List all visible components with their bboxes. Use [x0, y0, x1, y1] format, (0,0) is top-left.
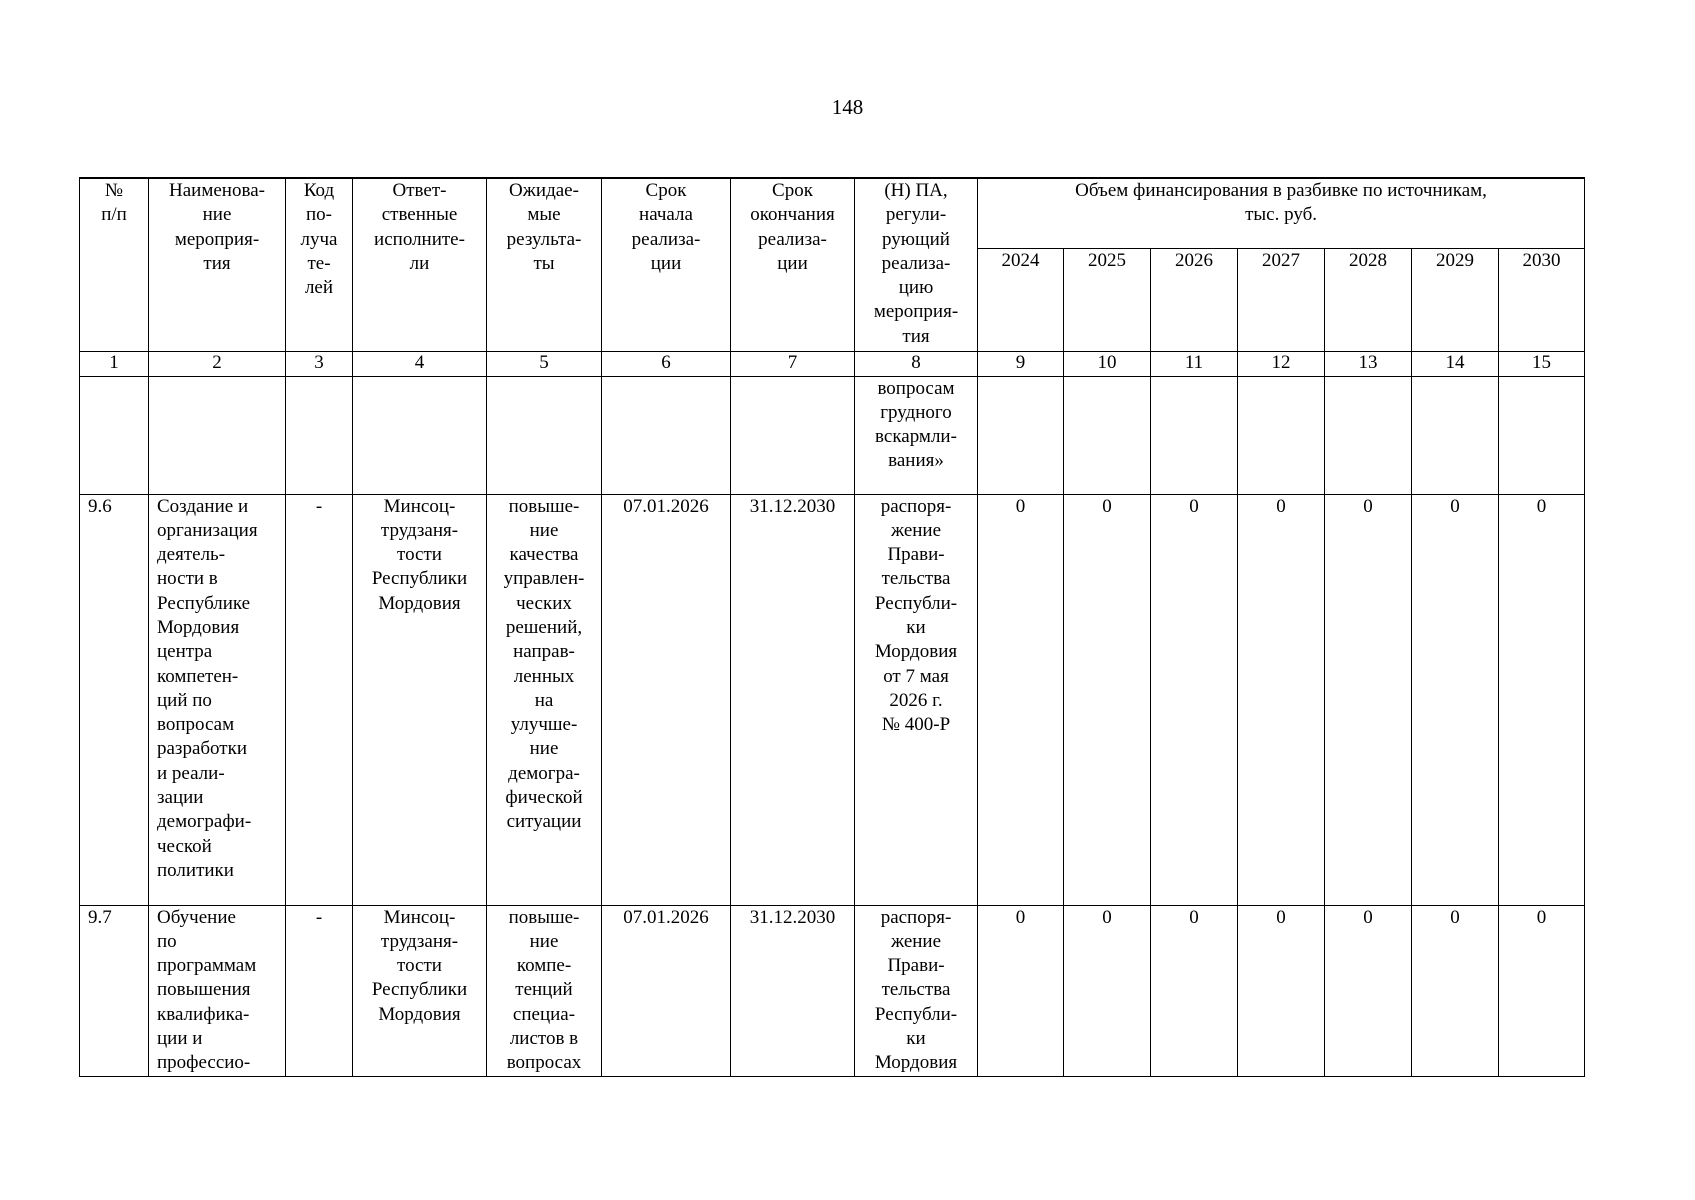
row-value-2026 — [1151, 376, 1238, 494]
header-year-2030: 2030 — [1499, 248, 1585, 351]
header-year-2024: 2024 — [978, 248, 1064, 351]
column-number: 10 — [1064, 351, 1151, 376]
row-value-2024: 0 — [978, 494, 1064, 905]
row-value-2028: 0 — [1325, 905, 1412, 1076]
table-row — [80, 376, 1585, 494]
header-num: № п/п — [80, 178, 149, 351]
column-number: 15 — [1499, 351, 1585, 376]
header-code: Код по- луча те- лей — [286, 178, 353, 351]
header-results: Ожидае- мые результа- ты — [487, 178, 602, 351]
row-code — [286, 376, 353, 494]
row-value-2030 — [1499, 376, 1585, 494]
column-number: 6 — [602, 351, 731, 376]
row-value-2028 — [1325, 376, 1412, 494]
page-number: 148 — [831, 95, 864, 119]
header-year-2027: 2027 — [1238, 248, 1325, 351]
row-value-2026: 0 — [1151, 494, 1238, 905]
row-value-2029 — [1412, 376, 1499, 494]
column-number: 3 — [286, 351, 353, 376]
row-num: 9.6 — [80, 494, 149, 905]
column-number: 9 — [978, 351, 1064, 376]
column-number: 11 — [1151, 351, 1238, 376]
row-start — [602, 376, 731, 494]
row-results — [487, 376, 602, 494]
row-value-2028: 0 — [1325, 494, 1412, 905]
column-number: 14 — [1412, 351, 1499, 376]
row-value-2030: 0 — [1499, 494, 1585, 905]
row-value-2027: 0 — [1238, 494, 1325, 905]
row-npa: распоря- жение Прави- тельства Республи- ки Мордовия — [855, 905, 978, 1076]
row-end: 31.12.2030 — [731, 494, 855, 905]
column-number-row — [80, 351, 1585, 376]
row-num — [80, 376, 149, 494]
header-name: Наименова- ние мероприя- тия — [149, 178, 286, 351]
header-year-2029: 2029 — [1412, 248, 1499, 351]
row-end: 31.12.2030 — [731, 905, 855, 1076]
row-value-2025: 0 — [1064, 494, 1151, 905]
row-value-2025 — [1064, 376, 1151, 494]
row-value-2024: 0 — [978, 905, 1064, 1076]
row-value-2026: 0 — [1151, 905, 1238, 1076]
row-name — [149, 376, 286, 494]
header-year-2028: 2028 — [1325, 248, 1412, 351]
row-start: 07.01.2026 — [602, 494, 731, 905]
header-end: Срок окончания реализа- ции — [731, 178, 855, 351]
header-year-2025: 2025 — [1064, 248, 1151, 351]
row-results: повыше- ние компе- тенций специа- листов в вопросах — [487, 905, 602, 1076]
column-number: 5 — [487, 351, 602, 376]
column-number: 4 — [353, 351, 487, 376]
column-number: 12 — [1238, 351, 1325, 376]
column-number: 13 — [1325, 351, 1412, 376]
row-end — [731, 376, 855, 494]
table-row — [80, 494, 1585, 905]
row-responsible: Минсоц- трудзаня- тости Республики Мордовия — [353, 905, 487, 1076]
column-number: 7 — [731, 351, 855, 376]
header-year-2026: 2026 — [1151, 248, 1238, 351]
header-row-1 — [80, 178, 1585, 248]
row-results: повыше- ние качества управлен- ческих решений, направ- ленных на улучше- ние демогра- фической ситуации — [487, 494, 602, 905]
header-responsible: Ответ- ственные исполните- ли — [353, 178, 487, 351]
header-funding: Объем финансирования в разбивке по источникам, тыс. руб. — [978, 178, 1585, 248]
column-number: 1 — [80, 351, 149, 376]
row-value-2029: 0 — [1412, 494, 1499, 905]
column-number: 8 — [855, 351, 978, 376]
row-name: Обучение по программам повышения квалифика- ции и профессио- — [149, 905, 286, 1076]
row-code: - — [286, 494, 353, 905]
row-value-2024 — [978, 376, 1064, 494]
row-npa: распоря- жение Прави- тельства Республи- ки Мордовия от 7 мая 2026 г. № 400-Р — [855, 494, 978, 905]
row-responsible: Минсоц- трудзаня- тости Республики Мордовия — [353, 494, 487, 905]
row-value-2027: 0 — [1238, 905, 1325, 1076]
row-value-2030: 0 — [1499, 905, 1585, 1076]
row-start: 07.01.2026 — [602, 905, 731, 1076]
row-responsible — [353, 376, 487, 494]
header-npa: (Н) ПА, регули- рующий реализа- цию мероприя- тия — [855, 178, 978, 351]
table-row — [80, 905, 1585, 1076]
row-value-2029: 0 — [1412, 905, 1499, 1076]
column-number: 2 — [149, 351, 286, 376]
row-name: Создание и организация деятель- ности в Республике Мордовия центра компетен- ций по вопросам разработки и реали- зации демографи- ческой политики — [149, 494, 286, 905]
row-num: 9.7 — [80, 905, 149, 1076]
row-npa: вопросам грудного вскармли- вания» — [855, 376, 978, 494]
program-table — [79, 177, 1585, 1077]
header-start: Срок начала реализа- ции — [602, 178, 731, 351]
row-value-2027 — [1238, 376, 1325, 494]
row-value-2025: 0 — [1064, 905, 1151, 1076]
row-code: - — [286, 905, 353, 1076]
